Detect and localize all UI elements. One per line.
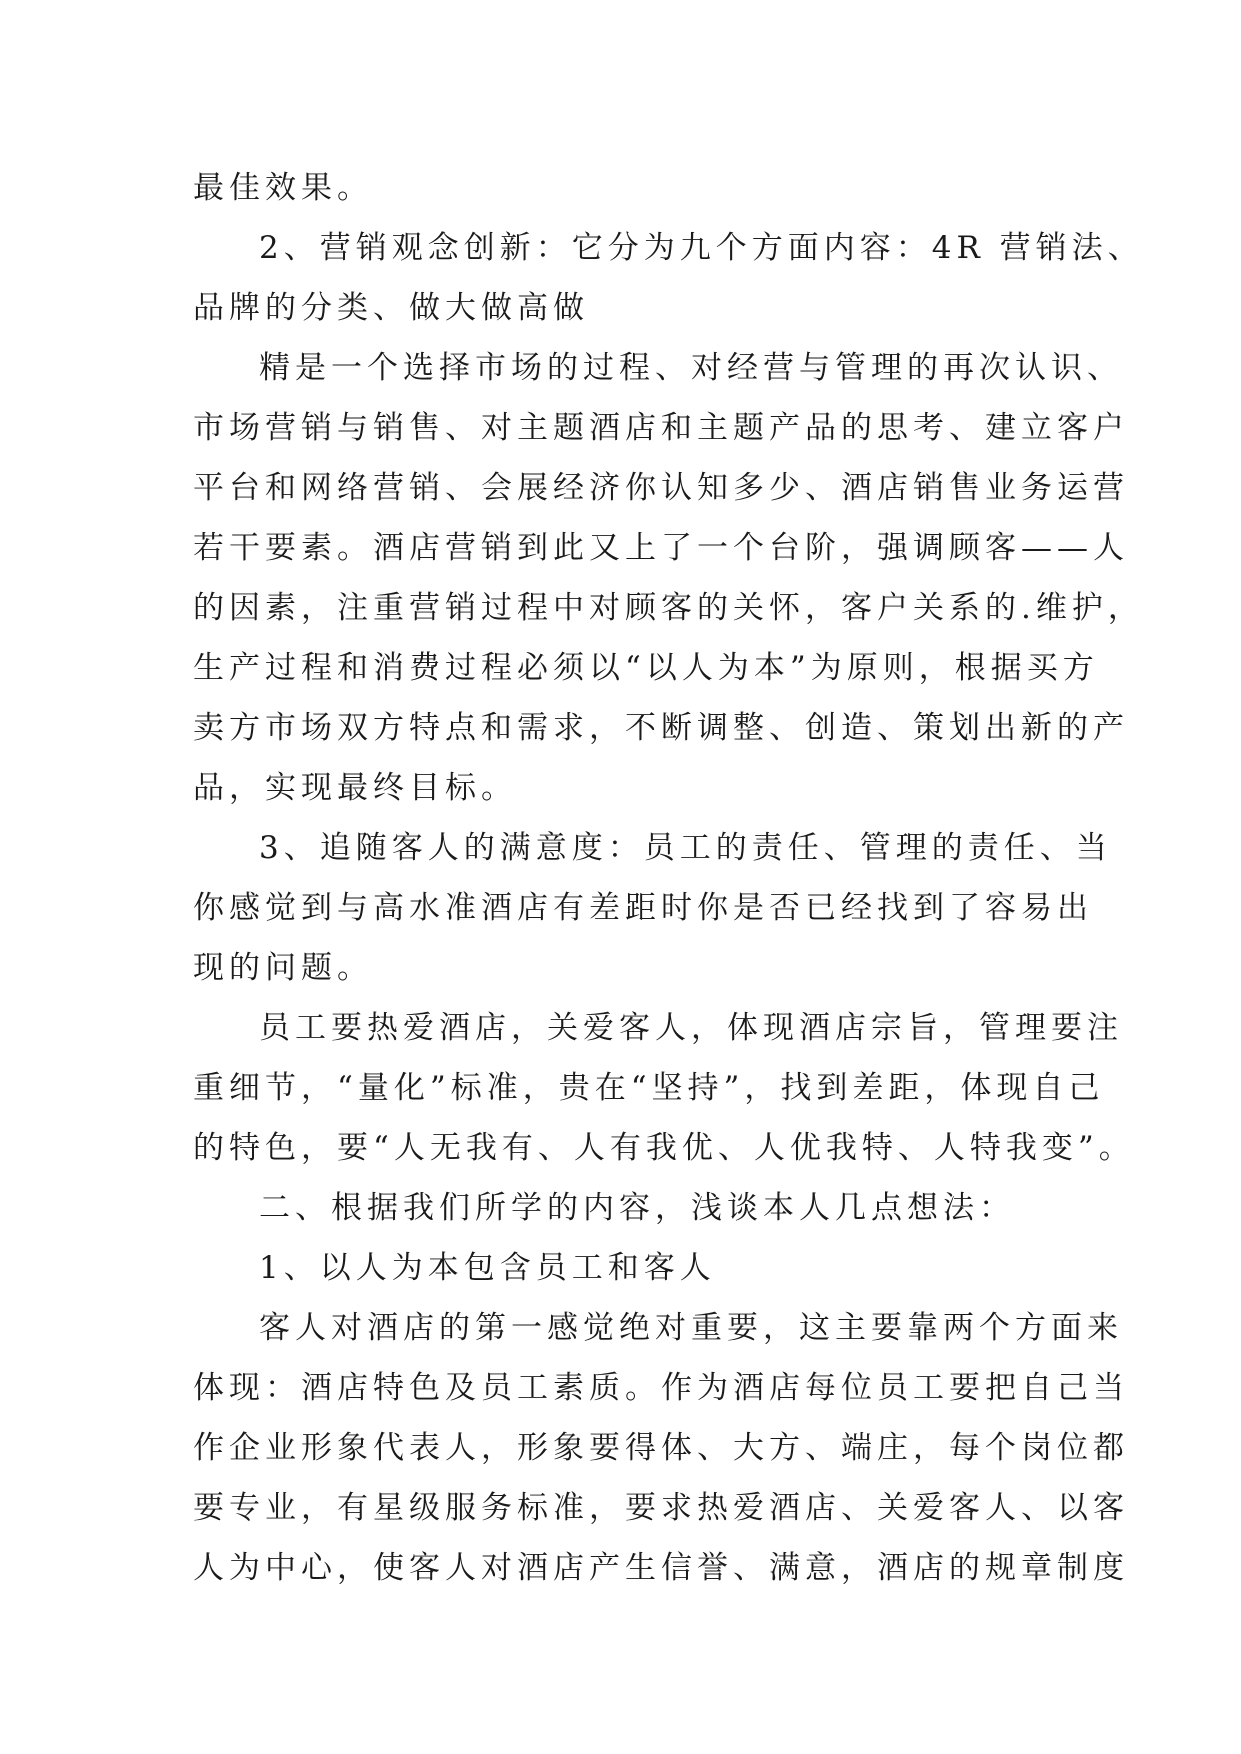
text-line: 的因素，注重营销过程中对顾客的关怀，客户关系的.维护， [193, 590, 1144, 626]
body-text [193, 158, 1144, 1598]
text-line: 客人对酒店的第一感觉绝对重要，这主要靠两个方面来 [259, 1310, 1123, 1346]
text-line: 作企业形象代表人，形象要得体、大方、端庄，每个岗位都 [193, 1430, 1129, 1466]
text-line: 精是一个选择市场的过程、对经营与管理的再次认识、 [259, 350, 1123, 386]
text-line: 品牌的分类、做大做高做 [193, 290, 589, 326]
text-line: 重细节，“量化”标准，贵在“坚持”，找到差距，体现自己 [193, 1070, 1105, 1106]
text-line: 体现：酒店特色及员工素质。作为酒店每位员工要把自己当 [193, 1370, 1129, 1406]
text-line: 要专业，有星级服务标准，要求热爱酒店、关爱客人、以客 [193, 1490, 1129, 1526]
text-line: 二、根据我们所学的内容，浅谈本人几点想法： [259, 1190, 1015, 1226]
text-line: 员工要热爱酒店，关爱客人，体现酒店宗旨，管理要注 [259, 1010, 1123, 1046]
text-line: 最佳效果。 [193, 170, 373, 206]
text-line: 人为中心，使客人对酒店产生信誉、满意，酒店的规章制度 [193, 1550, 1129, 1586]
text-line: 市场营销与销售、对主题酒店和主题产品的思考、建立客户 [193, 410, 1129, 446]
text-line: 3、追随客人的满意度：员工的责任、管理的责任、当 [259, 830, 1112, 866]
text-line: 卖方市场双方特点和需求，不断调整、创造、策划出新的产 [193, 710, 1129, 746]
text-line: 品，实现最终目标。 [193, 770, 517, 806]
text-line: 的特色，要“人无我有、人有我优、人优我特、人特我变”。 [193, 1130, 1135, 1166]
text-line: 若干要素。酒店营销到此又上了一个台阶，强调顾客——人 [193, 530, 1129, 566]
text-line: 平台和网络营销、会展经济你认知多少、酒店销售业务运营 [193, 470, 1129, 506]
text-line: 现的问题。 [193, 950, 373, 986]
text-line: 生产过程和消费过程必须以“以人为本”为原则，根据买方 [193, 650, 1099, 686]
text-line: 你感觉到与高水准酒店有差距时你是否已经找到了容易出 [193, 890, 1093, 926]
text-line: 1、以人为本包含员工和客人 [259, 1250, 716, 1286]
text-line: 2、营销观念创新：它分为九个方面内容：4R 营销法、 [259, 230, 1144, 266]
